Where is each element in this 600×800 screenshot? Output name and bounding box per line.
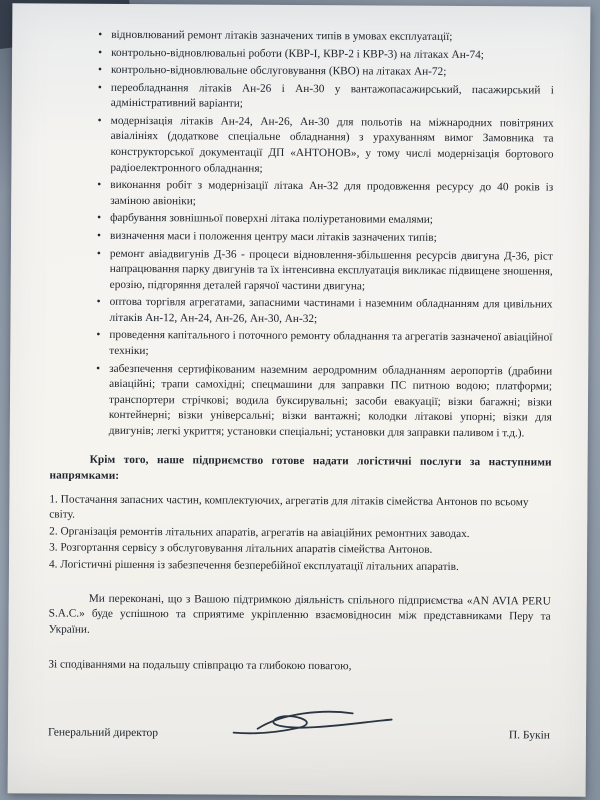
signer-title: Генеральний директор xyxy=(47,726,159,739)
bullet-item: • фарбування зовнішньої поверхні літака поліуретановими емалями; xyxy=(97,211,553,229)
bullet-item: • забезпечення сертифікованим наземним аеродромним обладнанням аеропортів (драбини авіаційні; трапи самохідні; спецмашини для заправки ПС питною водою; платформи; транспортери стрічкові; водила буксирувальні; засоби евакуації; візки багажні; візки контейнерні; візки універсальні; візки вантажні; колодки літакові упорні; візки для двигунів; легкі укриття; установки спеціальні; установки для заправки паливом і т.д.). xyxy=(96,361,552,442)
numbered-item: 1. Постачання запасних частин, комплектуючих, агрегатів для літаків сімейства Антонов по всьому світу. xyxy=(49,493,529,521)
bullet-item: • відновлюваний ремонт літаків зазначених типів в умовах експлуатації; xyxy=(98,28,554,46)
bullet-item: • проведення капітального і поточного ремонту обладнання та агрегатів зазначеної авіаційної техніки; xyxy=(96,328,552,362)
signer-name: П. Букін xyxy=(508,729,550,742)
logistics-intro-paragraph: Крім того, наше підприємство готове надати логістичні послуги за наступними напрямками: xyxy=(49,454,552,482)
valediction-line: Зі сподіваннями на подальшу співпрацю та глибокою повагою, xyxy=(48,658,352,673)
letter-body xyxy=(48,27,554,744)
services-bullet-list xyxy=(96,28,555,442)
bullet-item: • переобладнання літаків Ан-26 і Ан-30 у вантажопасажирський, пасажирський і адміністративний варіанти; xyxy=(98,81,554,115)
bullet-item: • ремонт авіадвигунів Д-36 - процеси відновлення-збільшення ресурсів двигуна Д-36, ріст напрацювання парку двигунів та їх інтенсивна експлуатація викликає підвищене зношення, ерозію, підгоряння деталей гарячої частини двигуна; xyxy=(97,246,553,296)
conclusion-paragraph: Ми переконані, що з Вашою підтримкою діяльність спільного підприємства «AN AVIA PERU S.A.C.» буде успішною та сприятиме укріпленню взаємовідносин між представниками Перу та України. xyxy=(48,592,551,636)
bullet-item: • контрольно-відновлювальні роботи (КВР-І, КВР-2 і КВР-3) на літаках Ан-74; xyxy=(98,45,554,63)
bullet-item: • модернізація літаків Ан-24, Ан-26, Ан-30 для польотів на міжнародних повітряних авіалініях (додаткове спеціальне обладнання) з урахуванням вимог Замовника та конструкторської документації ДП «АНТОНОВ», у тому числі модернізація бортового радіоелектронного обладнання; xyxy=(97,114,553,179)
bullet-item: • оптова торгівля агрегатами, запасними частинами і наземним обладнанням для цивільних літаків Ан-12, Ан-24, Ан-26, Ан-30, Ан-32; xyxy=(96,295,552,329)
logistics-numbered-list xyxy=(49,492,551,576)
letter-page xyxy=(8,3,591,797)
bullet-item: • визначення маси і положення центру маси літаків зазначених типів; xyxy=(97,229,553,247)
numbered-item: 4. Логістичні рішення із забезпечення безперебійної експлуатації літальних апаратів. xyxy=(48,558,459,573)
signature-block xyxy=(48,725,550,744)
numbered-item: 2. Організація ремонтів літальних апаратів, агрегатів на авіаційних ремонтних заводах. xyxy=(49,525,470,540)
numbered-item: 3. Розгортання сервісу з обслуговування літальних апаратів сімейства Антонов. xyxy=(49,541,433,557)
handwritten-signature xyxy=(227,698,397,745)
bullet-item: • контрольно-відновлювальне обслуговування (КВО) на літаках Ан-72; xyxy=(98,63,554,81)
bullet-item: • виконання робіт з модернізації літака Ан-32 для продовження ресурсу до 40 років із заміною авіоніки; xyxy=(97,178,553,212)
